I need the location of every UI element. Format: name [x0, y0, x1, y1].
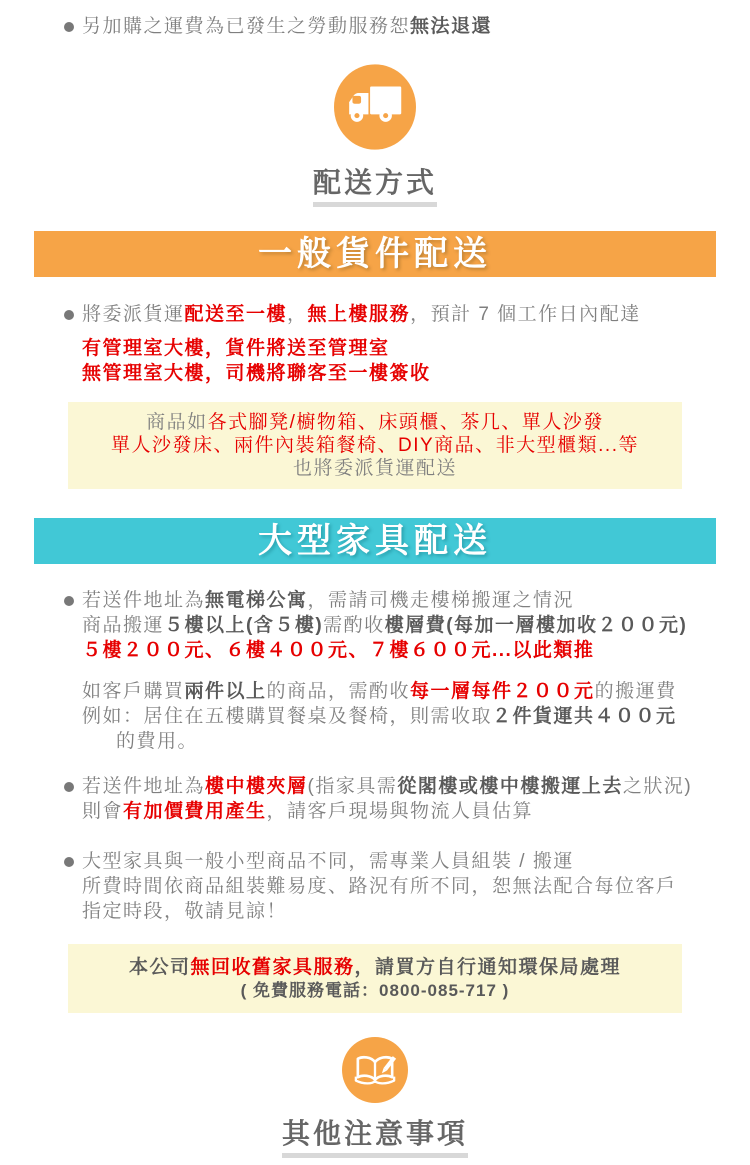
- title-underline: [282, 1153, 468, 1158]
- bullet-dot: [64, 310, 74, 320]
- note-box-line-2: 單人沙發床、兩件內裝箱餐椅、DIY商品、非大型櫃類...等: [110, 435, 639, 456]
- walkup-line-2: [82, 613, 710, 638]
- seg-bold: 本公司: [128, 957, 191, 978]
- assembly-line-2: 所費時間依商品組裝難易度、路況有所不同，恕無法配合每位客戶: [82, 876, 677, 897]
- seg: 的商品，需酌收: [266, 681, 411, 702]
- manager-room-line-1: 有管理室大樓，貨件將送至管理室: [82, 338, 390, 359]
- seg: 商品搬運: [82, 615, 165, 636]
- bullet-dot: [64, 782, 74, 792]
- seg-red: 樓中樓夾層: [205, 776, 308, 797]
- seg-red: 各式腳凳/櫥物箱、床頭櫃、茶几、單人沙發: [207, 412, 604, 433]
- seg: 商品如: [146, 412, 208, 433]
- seg: 例如：居住在五樓購買餐桌及餐椅，則需收取: [82, 706, 493, 727]
- title-underline: [313, 202, 437, 207]
- general-delivery-bullet: [0, 302, 750, 327]
- top-note-text: 另加購之運費為已發生之勞動服務恕: [82, 16, 411, 37]
- seg: 將委派貨運: [82, 304, 185, 325]
- general-items-note-box: [68, 402, 682, 489]
- shipping-method-title-wrap: [0, 168, 750, 207]
- seg: 如客戶購買: [82, 681, 185, 702]
- other-notes-title-wrap: [0, 1119, 750, 1158]
- seg: 之狀況): [622, 776, 693, 797]
- walkup-apartment-bullet: [0, 588, 750, 663]
- top-note-line: [82, 14, 710, 39]
- no-recycle-line-1: [68, 956, 682, 980]
- manager-room-notes: [0, 336, 750, 386]
- no-recycle-note-box: [68, 944, 682, 1013]
- seg: ，需請司機走樓梯搬運之情況: [307, 590, 575, 611]
- loft-line-2: [82, 799, 710, 824]
- note-box-line-3: 也將委派貨運配送: [292, 458, 457, 479]
- seg-bold: 從閣樓或樓中樓搬運上去: [397, 776, 623, 797]
- seg: ，請客戶現場與物流人員估算: [266, 801, 534, 822]
- seg: ，預計 7 個工作日內配達: [410, 304, 641, 325]
- assembly-line-3: 指定時段，敬請見諒！: [82, 901, 288, 922]
- truck-icon: [334, 64, 416, 155]
- walkup-line-1: [82, 588, 710, 613]
- seg: 的搬運費: [594, 681, 677, 702]
- general-delivery-line: [82, 302, 710, 327]
- seg-bold: 兩件以上: [184, 681, 267, 702]
- seg-bold: ２件貨運共４００元: [492, 706, 677, 727]
- walkup-line-3: ５樓２００元、６樓４００元、７樓６００元...以此類推: [82, 640, 595, 661]
- multi-item-line-1: [82, 679, 710, 704]
- bullet-dot: [64, 22, 74, 32]
- large-furniture-banner: 大型家具配送: [34, 518, 716, 564]
- shipping-method-header: [0, 64, 750, 207]
- delivery-info-page: [0, 14, 750, 1158]
- bullet-dot: [64, 596, 74, 606]
- general-delivery-banner: 一般貨件配送: [34, 231, 716, 277]
- multi-item-line-2: [82, 704, 710, 729]
- seg: 若送件地址為: [82, 776, 206, 797]
- seg: 若送件地址為: [82, 590, 206, 611]
- service-phone-line: ( 免費服務電話：0800-085-717 ): [240, 981, 510, 1000]
- seg-bold: 樓層費(每加一層樓加收２００元): [384, 615, 688, 636]
- assembly-bullet: [0, 849, 750, 924]
- assembly-line-1: 大型家具與一般小型商品不同，需專業人員組裝 / 搬運: [82, 851, 574, 872]
- top-note: [0, 14, 750, 39]
- loft-mezzanine-bullet: [0, 774, 750, 824]
- seg: (指家具需: [307, 776, 398, 797]
- seg-red: 無上樓服務: [307, 304, 411, 325]
- bullet-dot: [64, 857, 74, 867]
- shipping-method-title: 配送方式: [312, 167, 437, 198]
- book-pencil-icon: [342, 1037, 408, 1108]
- other-notes-title: 其他注意事項: [281, 1118, 468, 1149]
- other-notes-header: [0, 1037, 750, 1158]
- seg: 需酌收: [323, 615, 385, 636]
- seg-red: 無回收舊家具服務: [190, 957, 355, 978]
- note-box-line-1: [68, 411, 682, 434]
- multi-item-line-3: 的費用。: [116, 731, 199, 752]
- seg: ，: [287, 304, 308, 325]
- top-note-bold: 無法退還: [410, 16, 493, 37]
- seg-bold: 無電梯公寓: [205, 590, 308, 611]
- seg-red: 每一層每件２００元: [410, 681, 595, 702]
- seg-red: 配送至一樓: [184, 304, 288, 325]
- seg-bold: ，請買方自行通知環保局處理: [354, 957, 622, 978]
- seg: 則會: [82, 801, 124, 822]
- seg-bold: ５樓以上(含５樓): [164, 615, 324, 636]
- loft-line-1: [82, 774, 710, 799]
- seg-red: 有加價費用產生: [123, 801, 267, 822]
- manager-room-line-2: 無管理室大樓，司機將聯客至一樓簽收: [82, 363, 431, 384]
- multi-item-fee-paragraph: [0, 679, 750, 754]
